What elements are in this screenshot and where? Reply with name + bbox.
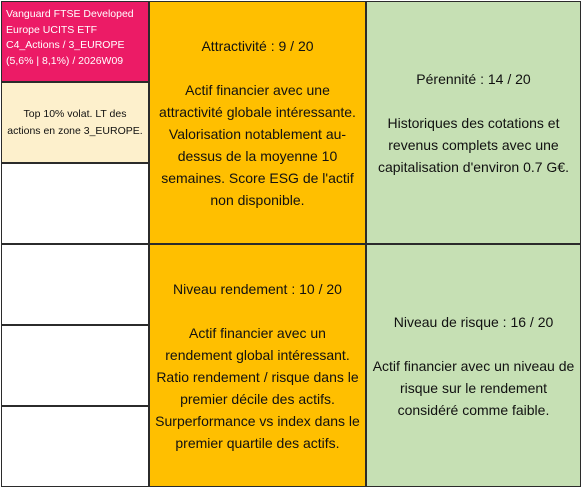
empty-cell (1, 244, 149, 325)
description-line: Actif financier avec un (189, 324, 326, 341)
fund-title-cell (1, 1, 149, 82)
fund-title-line: Europe UCITS ETF (6, 23, 98, 36)
description-line: rendement global intéressant. (165, 346, 350, 363)
description-line: Valorisation notablement au- (168, 125, 347, 142)
description-line: capitalisation d'environ 0.7 G€. (377, 158, 569, 175)
description-line: Ratio rendement / risque dans le (156, 368, 359, 385)
description-line: Actif financier avec un niveau de (372, 357, 575, 374)
risque-cell (366, 244, 581, 487)
rendement-heading: Niveau rendement : 10 / 20 (173, 280, 342, 297)
volatility-note-line: actions en zone 3_EUROPE. (7, 124, 143, 137)
description-line: premier décile des actifs. (180, 390, 335, 407)
description-line: risque sur le rendement (399, 379, 548, 396)
perennite-description (378, 112, 569, 178)
risque-description (373, 355, 575, 421)
description-line: premier quartile des actifs. (175, 434, 340, 451)
description-line: Surperformance vs index dans le (155, 412, 360, 429)
description-line: attractivité globale intéressante. (159, 103, 356, 120)
attractivite-cell (149, 1, 366, 244)
rendement-description (155, 322, 360, 454)
perennite-heading: Pérennité : 14 / 20 (416, 70, 531, 87)
description-line: non disponible. (210, 191, 305, 208)
description-line: considéré comme faible. (397, 401, 550, 418)
volatility-note-cell (1, 82, 149, 163)
description-line: revenus complets avec une (388, 136, 559, 153)
perennite-cell (366, 1, 581, 244)
attractivite-description (159, 79, 356, 211)
description-line: semaines. Score ESG de l'actif (161, 169, 354, 186)
volatility-note-line: Top 10% volat. LT des (23, 107, 127, 120)
empty-cell (1, 406, 149, 487)
risque-heading: Niveau de risque : 16 / 20 (393, 313, 554, 330)
fund-title-line: (5,6% | 8,1%) / 2026W09 (6, 54, 124, 67)
description-line: dessus de la moyenne 10 (177, 147, 338, 164)
description-line: Actif financier avec une (185, 81, 330, 98)
fund-title-line: C4_Actions / 3_EUROPE (6, 39, 125, 51)
rendement-cell (149, 244, 366, 487)
empty-cell (1, 325, 149, 406)
attractivite-heading: Attractivité : 9 / 20 (201, 37, 314, 54)
description-line: Historiques des cotations et (387, 114, 560, 131)
fund-title-line: Vanguard FTSE Developed (6, 8, 134, 20)
empty-cell (1, 163, 149, 244)
